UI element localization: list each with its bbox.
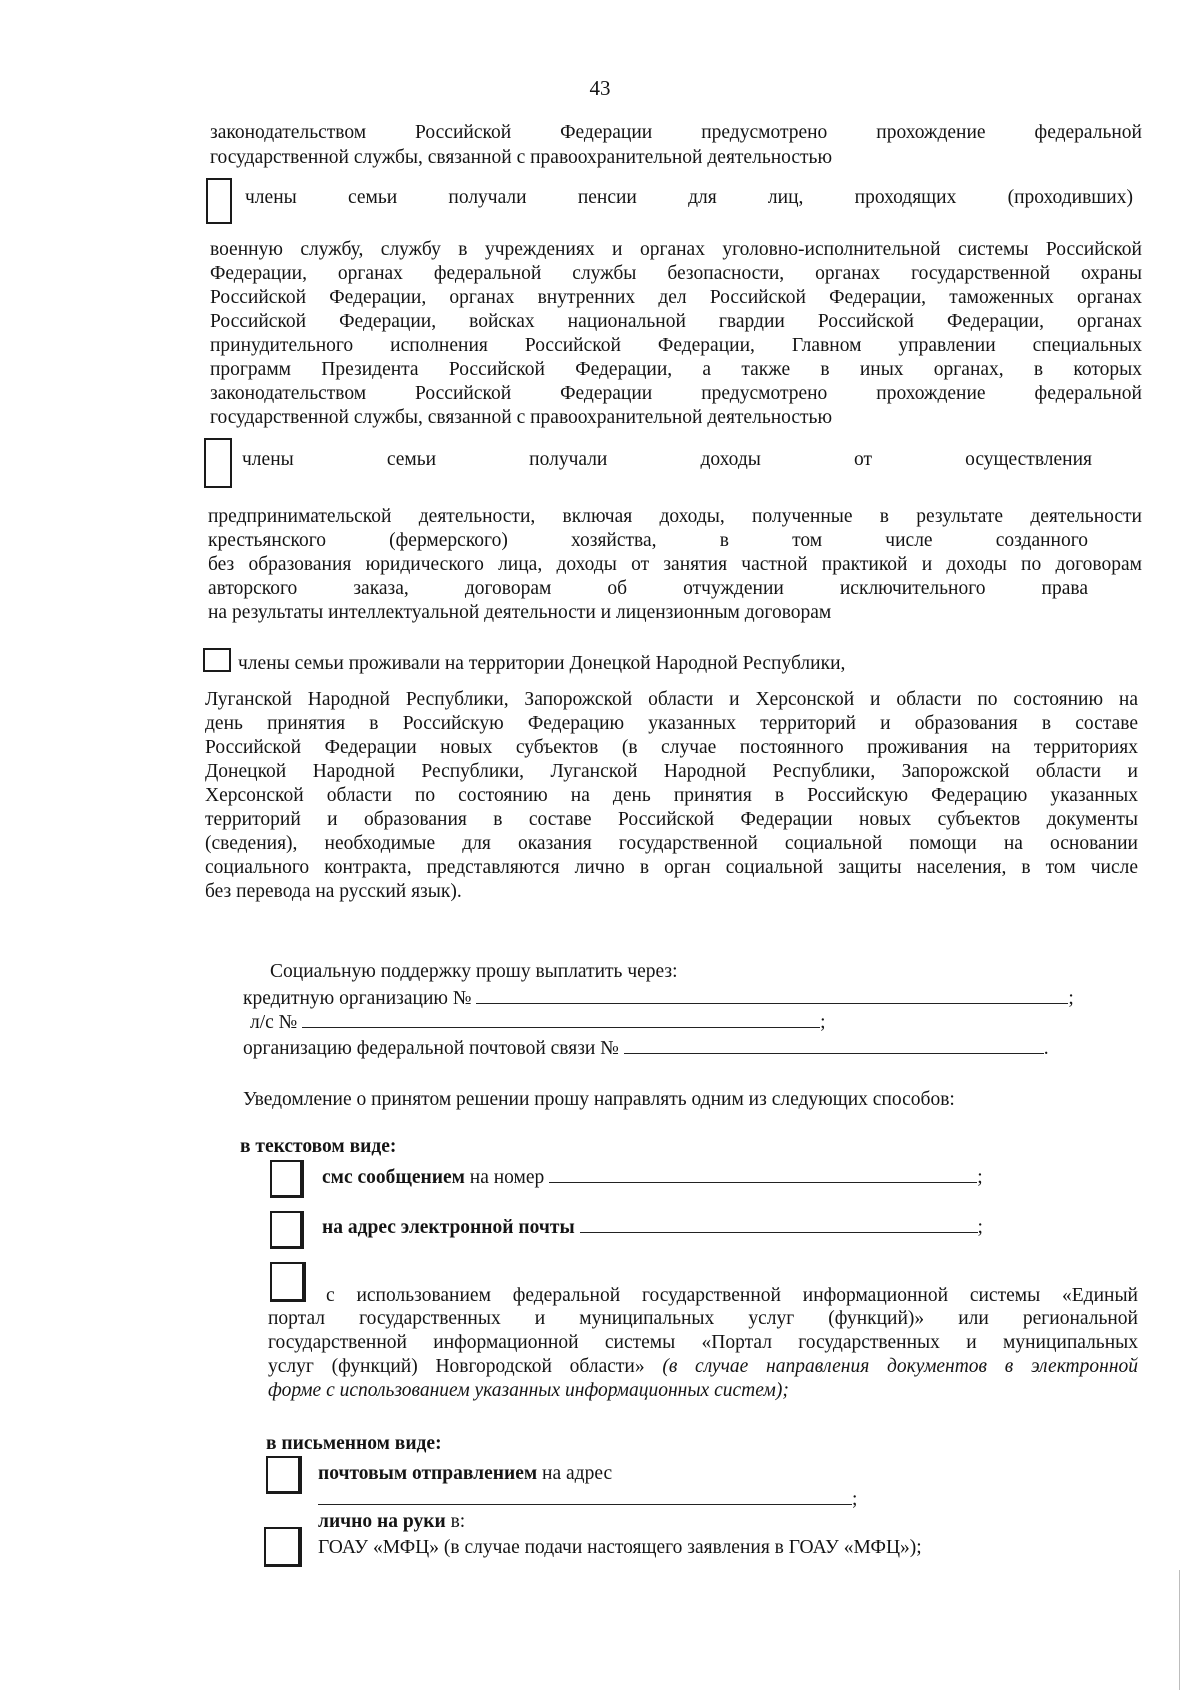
portal-first-line: с использованием федеральной государственной информационной системы «Единый — [326, 1285, 1138, 1306]
text-line: Российской Федерации новых субъектов (в случае постоянного проживания на территориях — [205, 737, 1138, 758]
text-line: государственной службы, связанной с правоохранительной деятельностью — [210, 147, 833, 168]
semicolon: ; — [852, 1489, 858, 1510]
credit-org-row — [243, 985, 1074, 1011]
text-line: территорий и образования в составе Российской Федерации новых субъектов документы — [205, 809, 1138, 830]
post-label: почтовым отправлением — [318, 1463, 538, 1484]
account-field[interactable] — [302, 1009, 820, 1028]
checkbox-territory[interactable] — [203, 648, 231, 672]
text-line: принудительного исполнения Российской Федерации, Главном управлении специальных — [210, 335, 1142, 356]
checkbox-post[interactable] — [266, 1456, 302, 1494]
in-person-heading — [318, 1510, 465, 1534]
portal-line-4-text: услуг (функций) Новгородской области» — [268, 1356, 645, 1377]
email-field[interactable] — [580, 1214, 978, 1233]
notification-intro: Уведомление о принятом решении прошу направлять одним из следующих способов: — [243, 1089, 955, 1110]
text-line: государственной информационной системы «Портал государственных и муниципальных — [268, 1332, 1138, 1353]
email-label: на адрес электронной почты — [322, 1217, 575, 1238]
text-line: программ Президента Российской Федерации, а также в иных органах, в которых — [210, 359, 1142, 380]
email-row — [322, 1214, 983, 1240]
in-person-rest: в: — [450, 1511, 466, 1532]
mfc-text: ГОАУ «МФЦ» (в случае подачи настоящего заявления в ГОАУ «МФЦ»); — [318, 1537, 922, 1558]
text-line: Российской Федерации, войсках национальной гвардии Российской Федерации, органах — [210, 311, 1142, 332]
checkbox-portal[interactable] — [270, 1262, 306, 1302]
checkbox-pension[interactable] — [206, 178, 232, 224]
sms-number-field[interactable] — [549, 1164, 977, 1183]
text-line: Луганской Народной Республики, Запорожской области и Херсонской и области по состоянию на — [205, 689, 1138, 710]
text-line: (сведения), необходимые для оказания государственной социальной помощи на основании — [205, 833, 1138, 854]
post-rest: на адрес — [542, 1463, 613, 1484]
text-line: социального контракта, представляются лично в орган социальной защиты населения, в том числе — [205, 857, 1138, 878]
postal-org-row — [243, 1035, 1049, 1061]
portal-line-4 — [268, 1355, 1138, 1379]
portal-line-5 — [268, 1379, 789, 1403]
scan-edge-line — [1179, 1570, 1180, 1690]
in-person-label: лично на руки — [318, 1511, 446, 1532]
text-line: Херсонской области по состоянию на день принятия в Российскую Федерацию указанных — [205, 785, 1138, 806]
text-line: портал государственных и муниципальных услуг (функций)» или региональной — [268, 1308, 1138, 1329]
postal-org-label: организацию федеральной почтовой связи № — [243, 1038, 619, 1059]
text-line: на результаты интеллектуальной деятельности и лицензионным договорам — [208, 602, 832, 623]
credit-org-label: кредитную организацию № — [243, 988, 472, 1009]
text-line: предпринимательской деятельности, включая доходы, полученные в результате деятельности — [208, 506, 1142, 527]
account-label: л/с № — [250, 1012, 298, 1033]
sms-label: смс сообщением — [322, 1167, 465, 1188]
text-line: без перевода на русский язык). — [205, 881, 462, 902]
text-line: военную службу, службу в учреждениях и органах уголовно-исполнительной системы Российской — [210, 239, 1142, 260]
account-row — [250, 1009, 826, 1035]
written-form-heading-label: в письменном виде: — [266, 1433, 442, 1454]
text-line: без образования юридического лица, доходы от занятия частной практикой и доходы по договорам — [208, 554, 1142, 575]
portal-line-4-italic: (в случае направления документов в электронной — [662, 1356, 1138, 1377]
checkbox-sms[interactable] — [270, 1160, 304, 1198]
payment-intro: Социальную поддержку прошу выплатить через: — [270, 961, 678, 982]
post-address-row — [318, 1486, 857, 1512]
text-line: Федерации, органах федеральной службы безопасности, органах государственной охраны — [210, 263, 1142, 284]
portal-line-5-italic: форме с использованием указанных информационных систем); — [268, 1380, 789, 1401]
text-form-heading — [240, 1135, 396, 1159]
text-line: государственной службы, связанной с правоохранительной деятельностью — [210, 407, 833, 428]
semicolon: ; — [1068, 988, 1074, 1009]
option-first-line: члены семьи получали доходы от осуществления — [242, 449, 1092, 470]
written-form-heading — [266, 1432, 442, 1456]
sms-rest: на номер — [469, 1167, 545, 1188]
text-form-heading-label: в текстовом виде: — [240, 1136, 397, 1157]
sms-row — [322, 1164, 983, 1190]
text-line: законодательством Российской Федерации предусмотрено прохождение федеральной — [210, 122, 1142, 143]
text-line: Донецкой Народной Республики, Луганской Народной Республики, Запорожской области и — [205, 761, 1138, 782]
option-first-line: члены семьи проживали на территории Донецкой Народной Республики, — [238, 653, 846, 674]
semicolon: ; — [820, 1012, 826, 1033]
post-address-field[interactable] — [318, 1486, 852, 1505]
text-line: законодательством Российской Федерации предусмотрено прохождение федеральной — [210, 383, 1142, 404]
page-number: 43 — [589, 76, 611, 100]
text-line: авторского заказа, договорам об отчуждении исключительного права — [208, 578, 1088, 599]
checkbox-email[interactable] — [270, 1211, 304, 1249]
text-line: день принятия в Российскую Федерацию указанных территорий и образования в составе — [205, 713, 1138, 734]
checkbox-mfc[interactable] — [264, 1527, 302, 1567]
text-line: Российской Федерации, органах внутренних дел Российской Федерации, таможенных органах — [210, 287, 1142, 308]
post-row — [318, 1462, 612, 1486]
option-first-line: члены семьи получали пенсии для лиц, проходящих (проходивших) — [245, 187, 1133, 208]
text-line: крестьянского (фермерского) хозяйства, в том числе созданного — [208, 530, 1088, 551]
checkbox-business[interactable] — [204, 438, 232, 488]
semicolon: ; — [977, 1217, 983, 1238]
semicolon: ; — [977, 1167, 983, 1188]
period: . — [1043, 1038, 1049, 1059]
postal-org-field[interactable] — [624, 1035, 1044, 1054]
credit-org-field[interactable] — [476, 985, 1068, 1004]
